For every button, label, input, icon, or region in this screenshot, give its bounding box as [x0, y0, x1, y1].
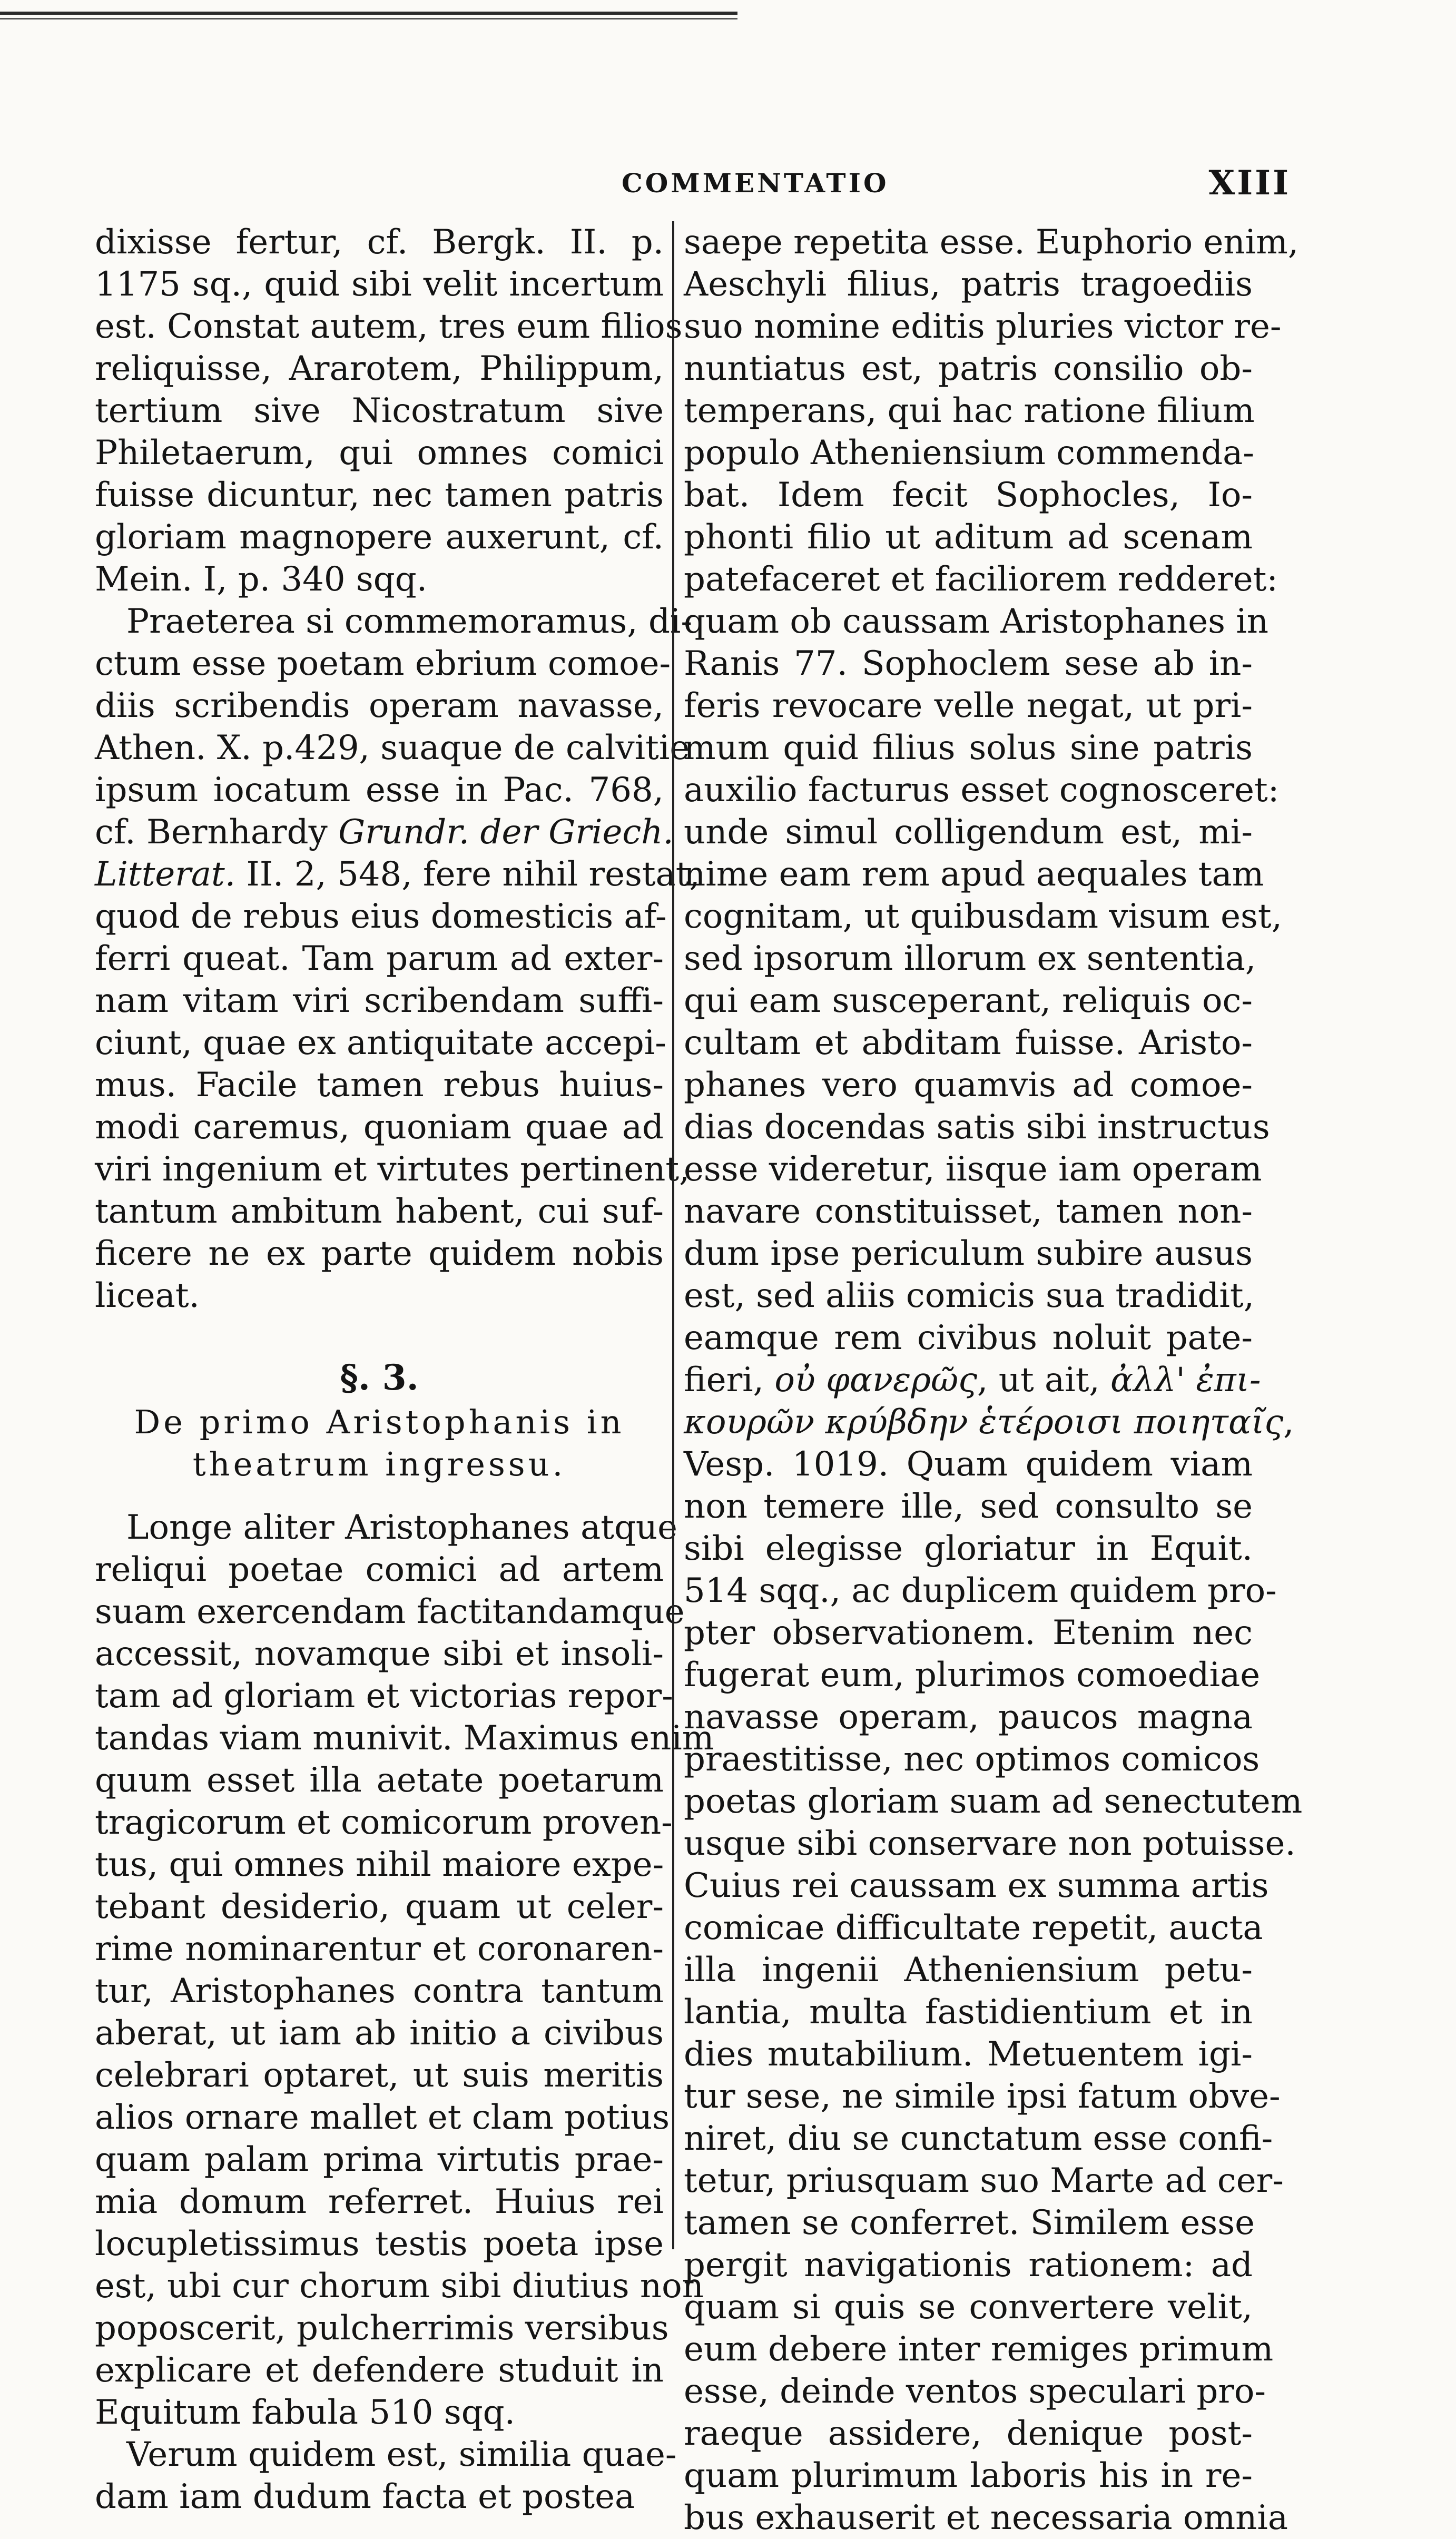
text-line: eamque rem civibus noluit pate-: [684, 1318, 1253, 1357]
top-border-rule: [0, 12, 737, 15]
text-line: cognitam, ut quibusdam visum est,: [684, 897, 1282, 936]
left-paragraph-block-1: [95, 221, 700, 1317]
left-column: [95, 221, 714, 2516]
text-line: aberat, ut iam ab initio a civibus: [95, 2014, 664, 2053]
text-line: locupletissimus testis poeta ipse: [95, 2225, 664, 2264]
text-line: liceat.: [95, 1276, 200, 1315]
text-line: nuntiatus est, patris consilio ob-: [684, 349, 1253, 388]
text-line: accessit, novamque sibi et insoli-: [95, 1635, 664, 1674]
right-column: [684, 221, 1303, 2537]
text-line: 514 sqq., ac duplicem quidem pro-: [684, 1571, 1277, 1610]
text-line: bat. Idem fecit Sophocles, Io-: [684, 476, 1253, 515]
text-line: dias docendas satis sibi instructus: [684, 1108, 1270, 1147]
text-line: Praeterea si commemoramus, di-: [126, 602, 692, 641]
text-line: Athen. X. p.429, suaque de calvitie: [95, 729, 690, 767]
text-line: patefaceret et faciliorem redderet:: [684, 560, 1278, 599]
text-line: suo nomine editis pluries victor re-: [684, 307, 1282, 346]
text-line: Equitum fabula 510 sqq.: [95, 2393, 515, 2432]
text-line: celebrari optaret, ut suis meritis: [95, 2056, 664, 2095]
text-line: navasse operam, paucos magna: [684, 1698, 1253, 1737]
text-line: est. Constat autem, tres eum filios: [95, 307, 683, 346]
text-line: pter observationem. Etenim nec: [684, 1613, 1253, 1652]
text-line: tragicorum et comicorum proven-: [95, 1803, 673, 1842]
text-line: ctum esse poetam ebrium comoe-: [95, 644, 671, 683]
text-line: tertium sive Nicostratum sive: [95, 391, 664, 430]
text-line: quam palam prima virtutis prae-: [95, 2140, 664, 2179]
right-paragraph-block: [684, 221, 1303, 2539]
text-line: κουρῶν κρύβδην ἑτέροισι ποιηταῖς,: [684, 1403, 1294, 1442]
text-line: tantum ambitum habent, cui suf-: [95, 1192, 664, 1231]
text-line: quam si quis se convertere velit,: [684, 2288, 1253, 2327]
text-line: sed ipsorum illorum ex sententia,: [684, 939, 1256, 978]
text-line: tur sese, ne simile ipsi fatum obve-: [684, 2077, 1281, 2116]
text-line: gloriam magnopere auxerunt, cf.: [95, 518, 664, 557]
text-line: dam iam dudum facta et postea: [95, 2477, 635, 2516]
text-line: comicae difficultate repetit, aucta: [684, 1908, 1263, 1947]
text-line: illa ingenii Atheniensium petu-: [684, 1951, 1253, 1990]
text-line: tamen se conferret. Similem esse: [684, 2203, 1255, 2242]
text-line: raeque assidere, denique post-: [684, 2414, 1253, 2453]
text-line: pergit navigationis rationem: ad: [684, 2246, 1253, 2285]
text-line: quam plurimum laboris his in re-: [684, 2456, 1253, 2495]
text-line: Aeschyli filius, patris tragoediis: [684, 265, 1253, 304]
text-line: auxilio facturus esset cognosceret:: [684, 771, 1280, 810]
text-line: tam ad gloriam et victorias repor-: [95, 1677, 673, 1716]
text-line: Cuius rei caussam ex summa artis: [684, 1866, 1269, 1905]
text-line: esse, deinde ventos speculari pro-: [684, 2372, 1266, 2411]
section-number: §. 3.: [340, 1357, 419, 1398]
text-line: temperans, qui hac ratione filium: [684, 391, 1255, 430]
text-line: tandas viam munivit. Maximus enim: [95, 1719, 714, 1758]
text-line: fieri, οὐ φανερῶς, ut ait, ἀλλ' ἐπι-: [684, 1361, 1261, 1400]
text-line: Ranis 77. Sophoclem sese ab in-: [684, 644, 1253, 683]
text-line: praestitisse, nec optimos comicos: [684, 1740, 1260, 1779]
text-line: dum ipse periculum subire ausus: [684, 1234, 1253, 1273]
text-line: unde simul colligendum est, mi-: [684, 813, 1253, 852]
text-line: sibi elegisse gloriatur in Equit.: [684, 1529, 1253, 1568]
text-line: mum quid filius solus sine patris: [684, 729, 1253, 767]
text-line: fugerat eum, plurimos comoediae: [684, 1656, 1261, 1695]
text-line: tebant desiderio, quam ut celer-: [95, 1887, 664, 1926]
text-line: ficere ne ex parte quidem nobis: [95, 1234, 664, 1273]
text-line: ferri queat. Tam parum ad exter-: [95, 939, 664, 978]
text-line: 1175 sq., quid sibi velit incertum: [95, 265, 664, 304]
text-line: est, ubi cur chorum sibi diutius non: [95, 2267, 704, 2306]
text-line: eum debere inter remiges primum: [684, 2330, 1274, 2369]
text-line: cultam et abditam fuisse. Aristo-: [684, 1024, 1253, 1062]
text-line: lantia, multa fastidientium et in: [684, 1993, 1253, 2032]
top-border-rule-thin: [0, 18, 737, 19]
text-line: bus exhauserit et necessaria omnia: [684, 2498, 1288, 2537]
text-line: usque sibi conservare non potuisse.: [684, 1824, 1296, 1863]
text-line: suam exercendam factitandamque: [95, 1592, 685, 1631]
text-line: tur, Aristophanes contra tantum: [95, 1972, 664, 2011]
column-divider: [672, 221, 674, 2249]
section-title: [95, 1401, 664, 1485]
text-line: quam ob caussam Aristophanes in: [684, 602, 1268, 641]
text-line: Litterat. II. 2, 548, fere nihil restat,: [95, 855, 700, 894]
text-line: quod de rebus eius domesticis af-: [95, 897, 667, 936]
text-line: viri ingenium et virtutes pertinent,: [95, 1150, 690, 1189]
text-line: fuisse dicuntur, nec tamen patris: [95, 476, 664, 515]
text-line: poetas gloriam suam ad senectutem: [684, 1782, 1303, 1821]
text-line: ciunt, quae ex antiquitate accepi-: [95, 1024, 666, 1062]
text-line: saepe repetita esse. Euphorio enim,: [684, 223, 1299, 262]
section-spacer: [95, 1485, 664, 1507]
text-line: niret, diu se cunctatum esse confi-: [684, 2119, 1273, 2158]
text-line: qui eam susceperant, reliquis oc-: [684, 981, 1253, 1020]
text-line: tetur, priusquam suo Marte ad cer-: [684, 2161, 1284, 2200]
text-line: mus. Facile tamen rebus huius-: [95, 1066, 664, 1105]
text-line: modi caremus, quoniam quae ad: [95, 1108, 664, 1147]
text-line: Verum quidem est, similia quae-: [126, 2435, 677, 2474]
text-line: cf. Bernhardy Grundr. der Griech.: [95, 813, 674, 852]
text-line: dies mutabilium. Metuentem igi-: [684, 2035, 1253, 2074]
text-line: alios ornare mallet et clam potius: [95, 2098, 670, 2137]
text-line: Mein. I, p. 340 sqq.: [95, 560, 428, 599]
text-line: reliquisse, Ararotem, Philippum,: [95, 349, 664, 388]
text-line: explicare et defendere studuit in: [95, 2351, 664, 2390]
text-line: rime nominarentur et coronaren-: [95, 1930, 664, 1969]
text-line: Longe aliter Aristophanes atque: [126, 1508, 677, 1547]
text-line: nam vitam viri scribendam suffi-: [95, 981, 664, 1020]
text-line: quum esset illa aetate poetarum: [95, 1761, 664, 1800]
running-head: COMMENTATIO: [622, 168, 889, 199]
text-line: Vesp. 1019. Quam quidem viam: [684, 1445, 1253, 1484]
section-title-line: theatrum ingressu.: [192, 1445, 566, 1483]
left-paragraph-block-2: [95, 1507, 714, 2518]
page-number: XIII: [1208, 163, 1291, 203]
text-line: reliqui poetae comici ad artem: [95, 1550, 664, 1589]
text-line: phonti filio ut aditum ad scenam: [684, 518, 1253, 557]
text-line: nime eam rem apud aequales tam: [684, 855, 1264, 894]
text-line: populo Atheniensium commenda-: [684, 434, 1254, 473]
text-line: phanes vero quamvis ad comoe-: [684, 1066, 1253, 1105]
text-line: est, sed aliis comicis sua tradidit,: [684, 1276, 1254, 1315]
text-line: tus, qui omnes nihil maiore expe-: [95, 1845, 664, 1884]
section-title-line: De primo Aristophanis in: [134, 1403, 625, 1441]
text-line: diis scribendis operam navasse,: [95, 686, 664, 725]
text-line: feris revocare velle negat, ut pri-: [684, 686, 1253, 725]
text-line: non temere ille, sed consulto se: [684, 1487, 1253, 1526]
text-line: esse videretur, iisque iam operam: [684, 1150, 1262, 1189]
text-line: dixisse fertur, cf. Bergk. II. p.: [95, 223, 664, 262]
text-line: ipsum iocatum esse in Pac. 768,: [95, 771, 664, 810]
text-line: Philetaerum, qui omnes comici: [95, 434, 664, 473]
text-line: navare constituisset, tamen non-: [684, 1192, 1253, 1231]
text-line: poposcerit, pulcherrimis versibus: [95, 2309, 669, 2348]
text-line: mia domum referret. Huius rei: [95, 2182, 664, 2221]
